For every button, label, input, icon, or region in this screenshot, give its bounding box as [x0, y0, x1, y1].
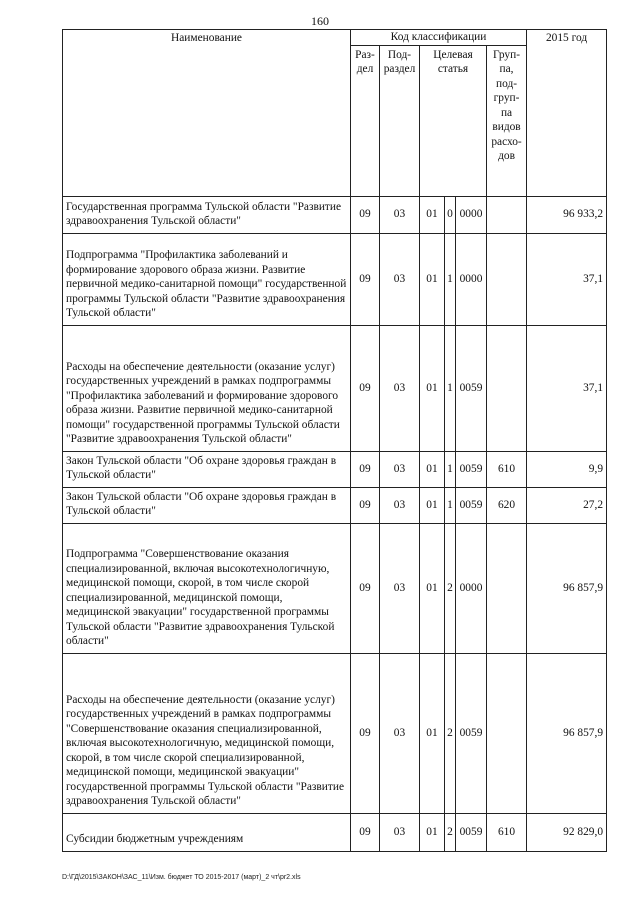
- row-vid-rashodov: 610: [487, 451, 527, 487]
- row-amount: 96 857,9: [527, 523, 607, 653]
- row-amount: 9,9: [527, 451, 607, 487]
- header-row-1: [63, 30, 607, 46]
- row-cs-program: 01: [420, 233, 445, 325]
- row-cs-program: 01: [420, 487, 445, 523]
- row-cs-subprogram: 1: [445, 325, 456, 451]
- row-razdel: 09: [351, 196, 380, 233]
- row-razdel: 09: [351, 487, 380, 523]
- row-vid-rashodov: [487, 233, 527, 325]
- row-cs-program: 01: [420, 653, 445, 813]
- row-podrazdel: 03: [380, 451, 420, 487]
- row-razdel: 09: [351, 233, 380, 325]
- row-cs-direction: 0000: [456, 233, 487, 325]
- row-razdel: 09: [351, 451, 380, 487]
- row-cs-program: 01: [420, 813, 445, 851]
- row-cs-direction: 0059: [456, 813, 487, 851]
- row-razdel: 09: [351, 813, 380, 851]
- header-code: Код классификации: [351, 30, 527, 46]
- row-vid-rashodov: 610: [487, 813, 527, 851]
- row-podrazdel: 03: [380, 325, 420, 451]
- row-name: Государственная программа Тульской области "Развитие здравоохранения Тульской области": [63, 196, 351, 233]
- row-amount: 92 829,0: [527, 813, 607, 851]
- row-cs-program: 01: [420, 325, 445, 451]
- table-row: [63, 233, 607, 325]
- row-name: Закон Тульской области "Об охране здоровья граждан в Тульской области": [63, 487, 351, 523]
- row-cs-direction: 0059: [456, 451, 487, 487]
- table-row: [63, 523, 607, 653]
- row-cs-direction: 0000: [456, 196, 487, 233]
- table-row: [63, 325, 607, 451]
- header-celevaya-statya: Целевая статья: [420, 45, 487, 196]
- row-cs-subprogram: 2: [445, 653, 456, 813]
- row-amount: 27,2: [527, 487, 607, 523]
- row-podrazdel: 03: [380, 196, 420, 233]
- table-row: [63, 451, 607, 487]
- row-cs-subprogram: 0: [445, 196, 456, 233]
- row-razdel: 09: [351, 523, 380, 653]
- row-vid-rashodov: 620: [487, 487, 527, 523]
- row-name: Расходы на обеспечение деятельности (оказание услуг) государственных учреждений в рамках подпрограммы "Совершенствование оказания специализированной, включая высокотехнологичную, медицинской помощи, скорой, в том числе скорой специализированной, медицинской помощи, медицинской эвакуации" государственной программы Тульской области "Развитие здравоохранения Тульской области": [63, 653, 351, 813]
- row-amount: 37,1: [527, 233, 607, 325]
- table-row: [63, 653, 607, 813]
- row-vid-rashodov: [487, 196, 527, 233]
- row-podrazdel: 03: [380, 487, 420, 523]
- row-podrazdel: 03: [380, 813, 420, 851]
- row-cs-subprogram: 2: [445, 813, 456, 851]
- row-amount: 37,1: [527, 325, 607, 451]
- row-cs-direction: 0059: [456, 487, 487, 523]
- row-razdel: 09: [351, 325, 380, 451]
- row-cs-subprogram: 1: [445, 233, 456, 325]
- row-name: Субсидии бюджетным учреждениям: [63, 813, 351, 851]
- row-name: Подпрограмма "Профилактика заболеваний и формирование здорового образа жизни. Развитие первичной медико-санитарной помощи" государственной программы Тульской области "Развитие здравоохранения Тульской области": [63, 233, 351, 325]
- row-cs-direction: 0059: [456, 653, 487, 813]
- row-cs-program: 01: [420, 196, 445, 233]
- header-name: Наименование: [63, 30, 351, 197]
- row-cs-direction: 0059: [456, 325, 487, 451]
- row-cs-subprogram: 1: [445, 487, 456, 523]
- row-vid-rashodov: [487, 653, 527, 813]
- row-podrazdel: 03: [380, 523, 420, 653]
- row-cs-direction: 0000: [456, 523, 487, 653]
- page-number: 160: [311, 14, 329, 28]
- header-razdel: Раз- дел: [351, 45, 380, 196]
- row-amount: 96 933,2: [527, 196, 607, 233]
- header-year: 2015 год: [527, 30, 607, 197]
- row-cs-program: 01: [420, 451, 445, 487]
- budget-table: [62, 29, 607, 852]
- row-vid-rashodov: [487, 325, 527, 451]
- table-row: [63, 196, 607, 233]
- header-podrazdel: Под- раздел: [380, 45, 420, 196]
- row-amount: 96 857,9: [527, 653, 607, 813]
- table-row: [63, 487, 607, 523]
- row-razdel: 09: [351, 653, 380, 813]
- row-vid-rashodov: [487, 523, 527, 653]
- row-cs-program: 01: [420, 523, 445, 653]
- row-podrazdel: 03: [380, 233, 420, 325]
- row-name: Расходы на обеспечение деятельности (оказание услуг) государственных учреждений в рамках подпрограммы "Профилактика заболеваний и формирование здорового образа жизни. Развитие первичной медико-санитарной помощи" государственной программы Тульской области "Развитие здравоохранения Тульской области": [63, 325, 351, 451]
- row-cs-subprogram: 2: [445, 523, 456, 653]
- table-row: [63, 813, 607, 851]
- row-name: Подпрограмма "Совершенствование оказания специализированной, включая высокотехнологичную, медицинской помощи, скорой, в том числе скорой специализированной, медицинской помощи, медицинской эвакуации" государственной программы Тульской области "Развитие здравоохранения Тульской области": [63, 523, 351, 653]
- row-podrazdel: 03: [380, 653, 420, 813]
- header-gruppa-vidov-rashodov: Груп- па, под- груп- па видов расхо- дов: [487, 45, 527, 196]
- file-path-footer: D:\ГД\2015\ЗАКОН\ЗАС_11\Изм. бюджет ТО 2015-2017 (март)_2 чт\pr2.xls: [62, 874, 301, 881]
- row-name: Закон Тульской области "Об охране здоровья граждан в Тульской области": [63, 451, 351, 487]
- row-cs-subprogram: 1: [445, 451, 456, 487]
